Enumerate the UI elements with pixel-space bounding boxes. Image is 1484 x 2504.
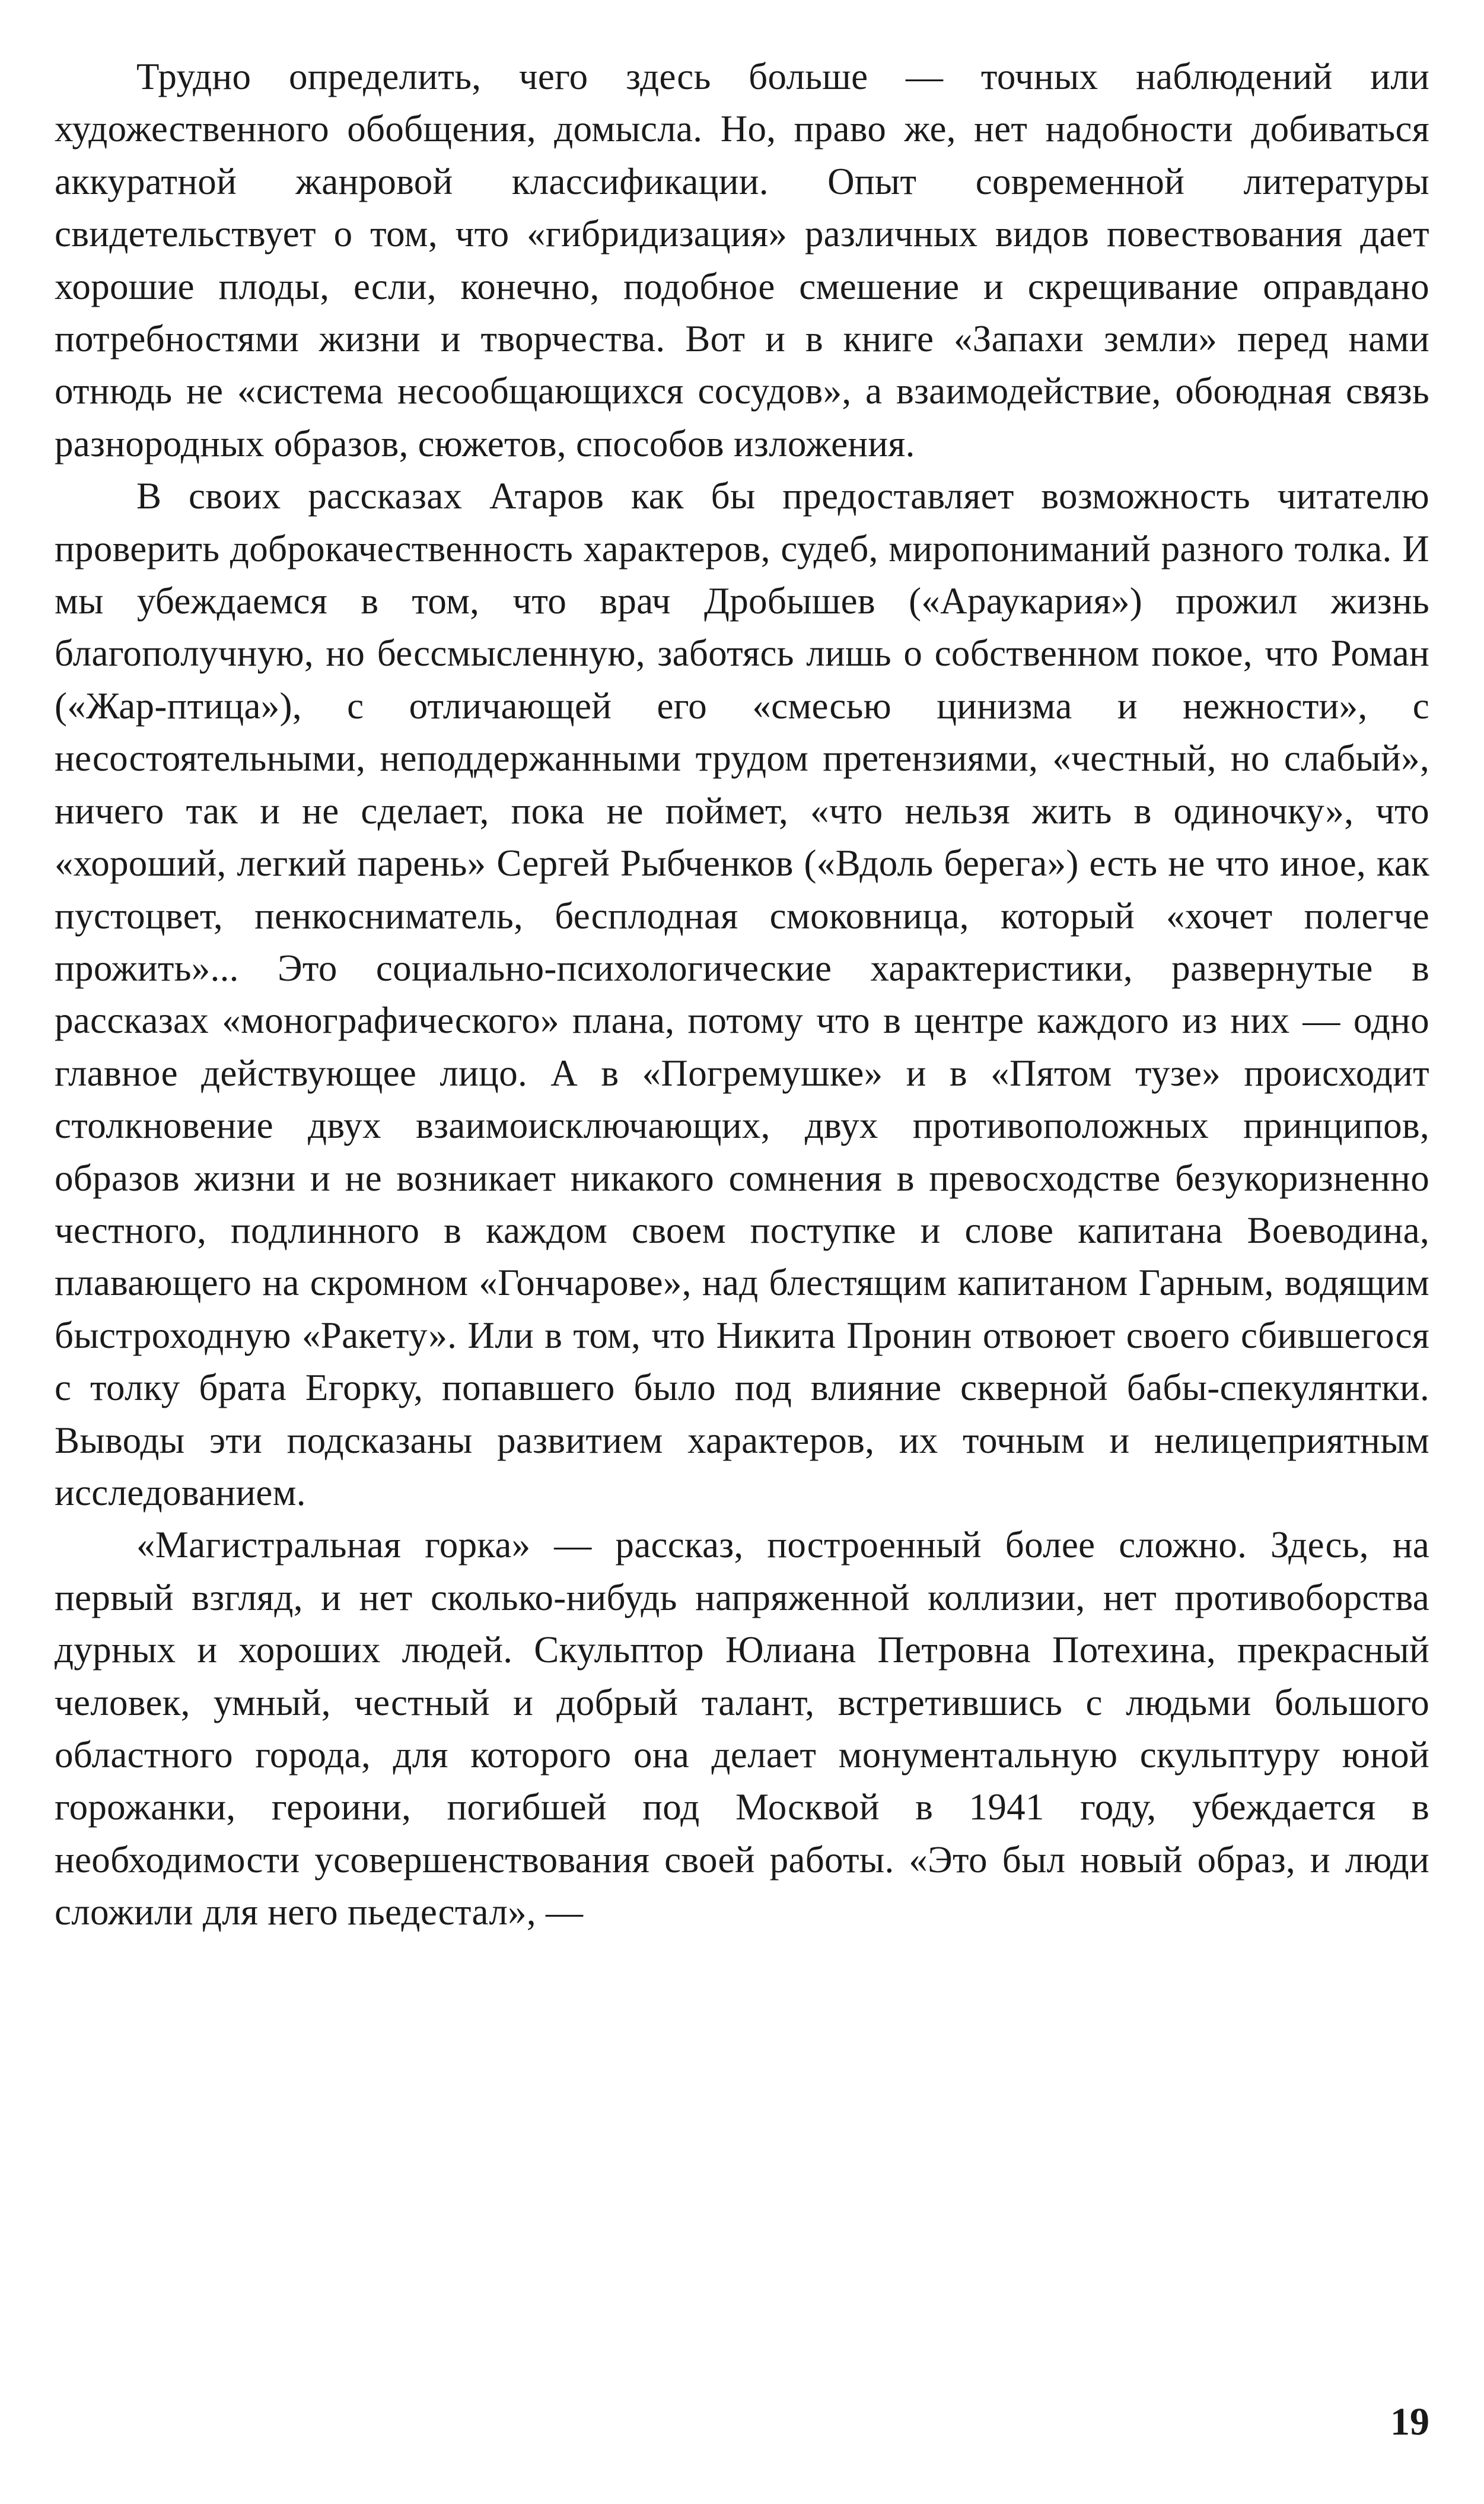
body-text	[55, 50, 1429, 1939]
paragraph-1: Трудно определить, чего здесь больше — точных наблюдений или художественного обобщения, домысла. Но, право же, нет надобности добиваться аккуратной жанровой классификации. Опыт современной литературы свидетельствует о том, что «гибридизация» различных видов повествования дает хорошие плоды, если, конечно, подобное смешение и скрещивание оправдано потребностями жизни и творчества. Вот и в книге «Запахи земли» перед нами отнюдь не «система несообщающихся сосудов», а взаимодействие, обоюдная связь разнородных образов, сюжетов, способов изложения.	[55, 56, 1429, 464]
page-number: 19	[1390, 2400, 1429, 2443]
paragraph-2: В своих рассказах Атаров как бы предоставляет возможность читателю проверить доброкачественность характеров, судеб, миропониманий разного толка. И мы убеждаемся в том, что врач Дробышев («Араукария») прожил жизнь благополучную, но бессмысленную, заботясь лишь о собственном покое, что Роман («Жар-птица»), с отличающей его «смесью цинизма и нежности», с несостоятельными, неподдержанными трудом претензиями, «честный, но слабый», ничего так и не сделает, пока не поймет, «что нельзя жить в одиночку», что «хороший, легкий парень» Сергей Рыбченков («Вдоль берега») есть не что иное, как пустоцвет, пенкосниматель, бесплодная смоковница, который «хочет полегче прожить»... Это социально-психологические характеристики, развернутые в рассказах «монографического» плана, потому что в центре каждого из них — одно главное действующее лицо. А в «Погремушке» и в «Пятом тузе» происходит столкновение двух взаимоисключающих, двух противоположных принципов, образов жизни и не возникает никакого сомнения в превосходстве безукоризненно честного, подлинного в каждом своем поступке и слове капитана Воеводина, плавающего на скромном «Гончарове», над блестящим капитаном Гарным, водящим быстроходную «Ракету». Или в том, что Никита Пронин отвоюет своего сбившегося с толку брата Егорку, попавшего было под влияние скверной бабы-спекулянтки. Выводы эти подсказаны развитием характеров, их точным и нелицеприятным исследованием.	[55, 475, 1429, 1513]
paragraph-3: «Магистральная горка» — рассказ, построенный более сложно. Здесь, на первый взгляд, и нет сколько-нибудь напряженной коллизии, нет противоборства дурных и хороших людей. Скульптор Юлиана Петровна Потехина, прекрасный человек, умный, честный и добрый талант, встретившись с людьми большого областного города, для которого она делает монументальную скульптуру юной горожанки, героини, погибшей под Москвой в 1941 году, убеждается в необходимости усовершенствования своей работы. «Это был новый образ, и люди сложили для него пьедестал», —	[55, 1524, 1429, 1933]
